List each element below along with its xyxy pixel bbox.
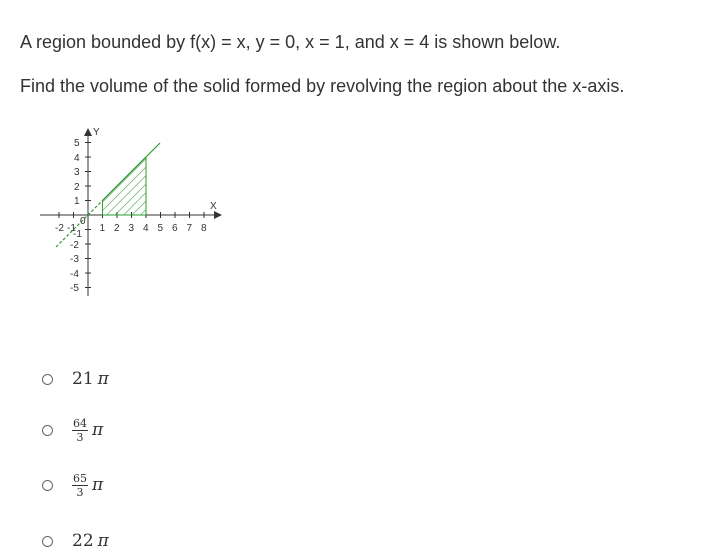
radio-button[interactable]	[42, 425, 53, 436]
answer-text: 21 π	[72, 369, 109, 389]
y-tick-label: 4	[74, 153, 80, 164]
question-line-2: Find the volume of the solid formed by revolving the region about the x-axis.	[20, 76, 625, 96]
answer-option-2[interactable]	[42, 418, 103, 443]
x-tick-label: 4	[143, 223, 149, 234]
x-tick-label: -2	[55, 223, 64, 234]
x-axis-label: X	[210, 201, 217, 212]
region-graph	[38, 122, 228, 302]
x-axis-arrow	[214, 211, 222, 219]
answer-text: $\frac{64}{3}$ π	[73, 417, 104, 444]
y-tick-label: -1	[73, 229, 82, 240]
y-tick-label: -5	[70, 283, 79, 294]
y-tick-label: 2	[74, 182, 80, 193]
x-tick-label: 8	[201, 223, 207, 234]
answer-option-3[interactable]	[42, 473, 103, 498]
x-tick-label: -1	[67, 223, 76, 234]
answer-text: $\frac{65}{3}$ π	[73, 472, 104, 499]
x-tick-label: 0	[80, 216, 86, 227]
fraction: $\frac{65}{3}$	[73, 472, 87, 499]
x-tick-label: 3	[128, 223, 135, 234]
shaded-region	[103, 157, 147, 215]
x-tick-label: 2	[114, 223, 120, 234]
radio-button[interactable]	[42, 480, 53, 491]
radio-button[interactable]	[42, 536, 53, 547]
x-tick-label: 7	[186, 223, 193, 234]
y-tick-label: -3	[70, 254, 79, 265]
y-axis-arrow	[84, 128, 92, 136]
answer-option-1[interactable]	[42, 369, 109, 389]
answer-option-4[interactable]	[42, 531, 109, 551]
x-tick-label: 5	[157, 223, 164, 234]
y-tick-label: -2	[70, 240, 79, 251]
question-line-1: A region bounded by f(x) = x, y = 0, x = 1, and x = 4 is shown below.	[20, 32, 561, 52]
y-tick-label: 3	[74, 167, 80, 178]
fraction: $\frac{64}{3}$	[73, 417, 87, 444]
y-tick-label: 1	[74, 196, 80, 207]
y-tick-label: 5	[74, 138, 80, 149]
x-tick-label: 1	[99, 223, 106, 234]
x-tick-label: 6	[172, 223, 178, 234]
y-axis-label: Y	[93, 127, 100, 138]
y-tick-label: -4	[70, 269, 79, 280]
radio-button[interactable]	[42, 374, 53, 385]
answer-text: 22 π	[72, 531, 109, 551]
